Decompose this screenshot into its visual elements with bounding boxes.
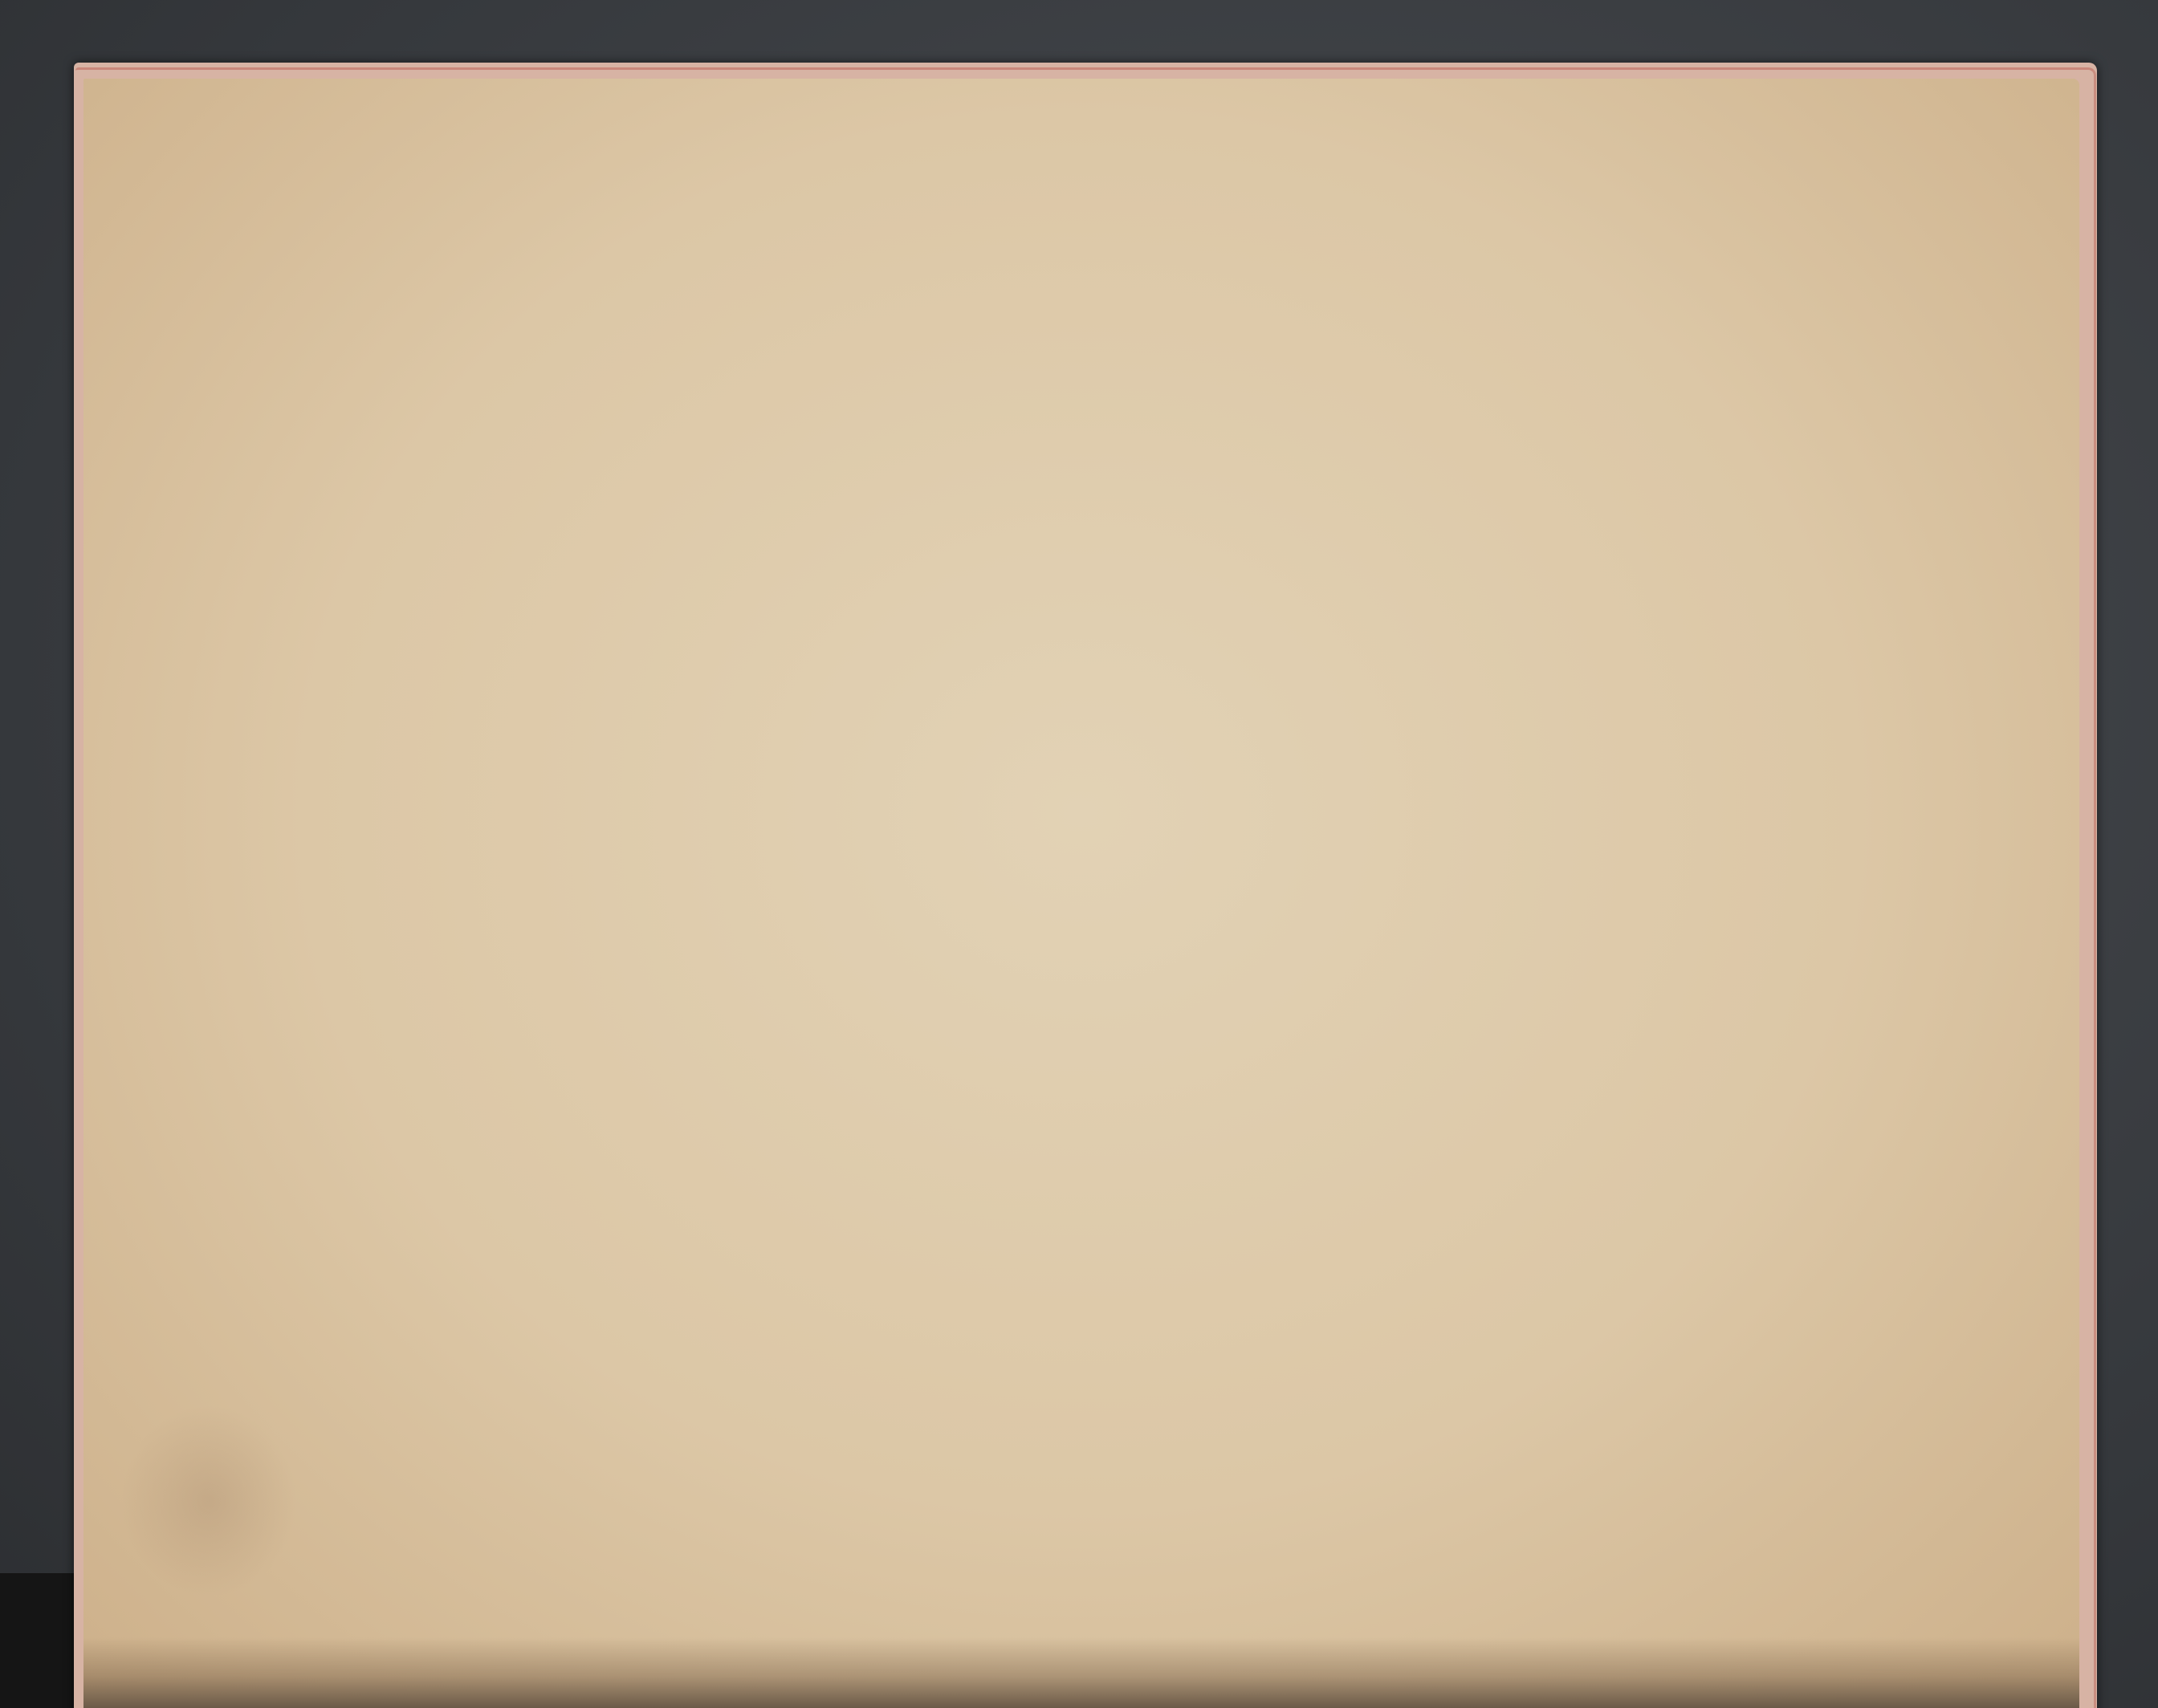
book-page: [83, 79, 2079, 1708]
book-gutter: [83, 1637, 2079, 1708]
bleed-through-stain: [120, 1405, 297, 1597]
